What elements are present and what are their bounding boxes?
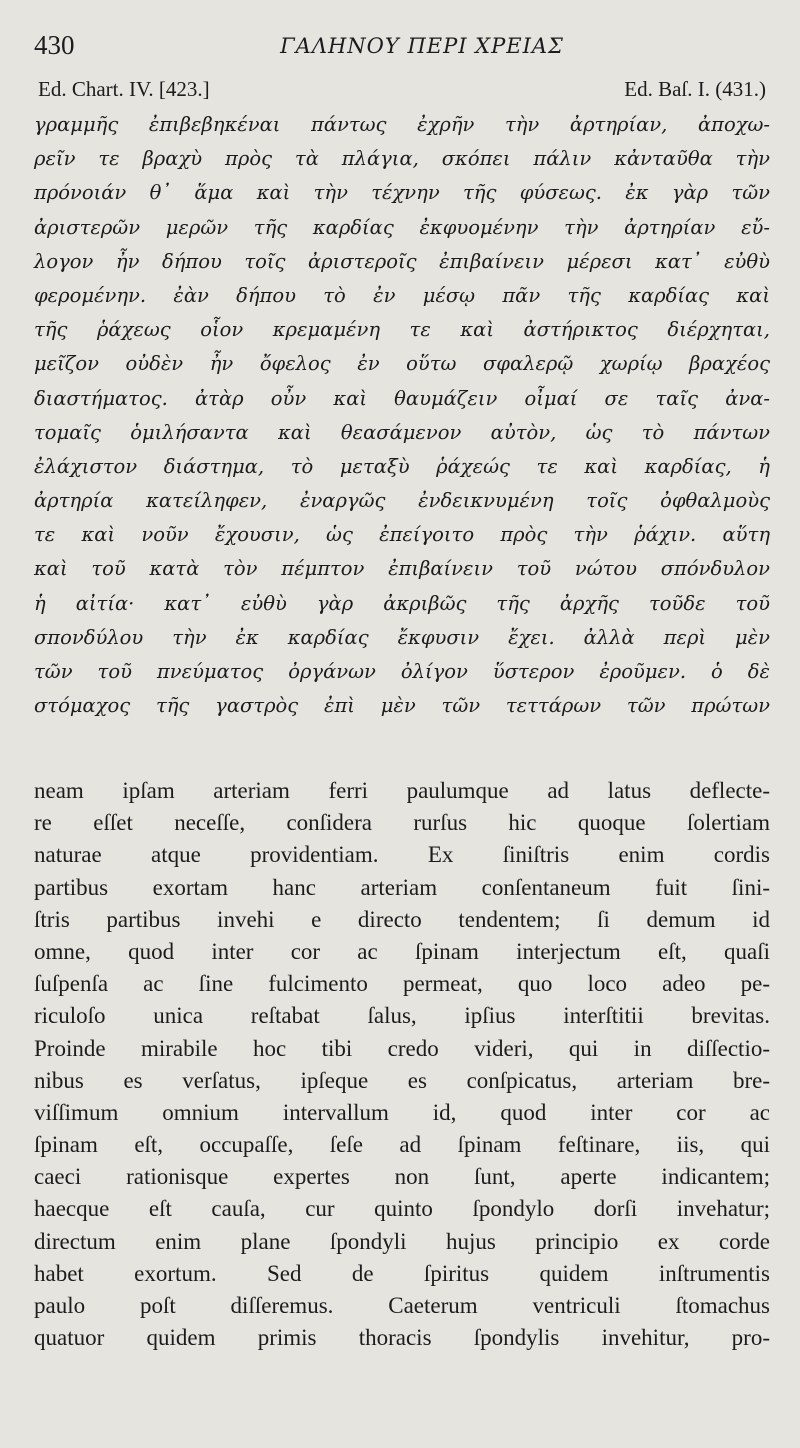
latin-line: nibus es verſatus, ipſeque es conſpicatus, arteriam bre- (34, 1067, 770, 1093)
latin-line: partibus exortam hanc arteriam conſentaneum fuit ſini- (34, 874, 770, 900)
latin-line: ſpinam eſt, occupaſſe, ſeſe ad ſpinam feſtinare, iis, qui (34, 1132, 770, 1158)
greek-line: πρόνοιάν θ᾽ ἅμα καὶ τὴν τέχνην τῆς φύσεως. ἐκ γὰρ τῶν (34, 181, 770, 205)
greek-text-block (34, 108, 770, 723)
latin-line: naturae atque providentiam. Ex ſiniſtris enim cordis (34, 842, 770, 868)
latin-line: riculoſo unica reſtabat ſalus, ipſius interſtitii brevitas. (34, 1003, 770, 1029)
latin-line: caeci rationisque expertes non ſunt, aperte indicantem; (34, 1164, 770, 1190)
greek-line: μεῖζον οὐδὲν ἦν ὄφελος ἐν οὕτω σφαλερῷ χωρίῳ βραχέος (34, 352, 770, 376)
edition-chart-reference: Ed. Chart. IV. [423.] (38, 77, 210, 101)
greek-line: ἀρτηρία κατείληφεν, ἐναργῶς ἐνδεικνυμένη τοῖς ὀφθαλμοὺς (34, 489, 770, 513)
latin-line: directum enim plane ſpondyli hujus principio ex corde (34, 1228, 770, 1254)
edition-basel-reference: Ed. Baſ. I. (431.) (624, 77, 766, 101)
latin-line: omne, quod inter cor ac ſpinam interjectum eſt, quaſi (34, 938, 770, 964)
greek-line: λογον ἦν δήπου τοῖς ἀριστεροῖς ἐπιβαίνειν μέρεσι κατ᾽ εὐθὺ (34, 249, 770, 273)
greek-line: καὶ τοῦ κατὰ τὸν πέμπτον ἐπιβαίνειν τοῦ νώτου σπόνδυλον (34, 557, 770, 581)
latin-line: neam ipſam arteriam ferri paulumque ad latus deflecte- (34, 778, 770, 803)
latin-line: habet exortum. Sed de ſpiritus quidem inſtrumentis (34, 1260, 770, 1286)
latin-line: paulo poſt diſſeremus. Caeterum ventriculi ſtomachus (34, 1293, 770, 1318)
greek-line: τῆς ῥάχεως οἷον κρεμαμένη τε καὶ ἀστήρικτος διέρχηται, (34, 318, 770, 342)
latin-line: re eſſet neceſſe, conſidera rurſus hic quoque ſolertiam (34, 810, 770, 836)
greek-line: τε καὶ νοῦν ἔχουσιν, ὡς ἐπείγοιτο πρὸς τὴν ῥάχιν. αὕτη (34, 523, 770, 547)
page-number: 430 (34, 30, 75, 60)
greek-line: φερομένην. ἐὰν δήπου τὸ ἐν μέσῳ πᾶν τῆς καρδίας καὶ (34, 283, 770, 307)
greek-line: ρεῖν τε βραχὺ πρὸς τὰ πλάγια, σκόπει πάλιν κἀνταῦθα τὴν (34, 147, 770, 171)
latin-line: ſtris partibus invehi e directo tendentem; ſi demum id (34, 906, 770, 932)
greek-line: ἡ αἰτία· κατ᾽ εὐθὺ γὰρ ἀκριβῶς τῆς ἀρχῆς τοῦδε τοῦ (34, 591, 770, 615)
greek-line: τομαῖς ὁμιλήσαντα καὶ θεασάμενον αὐτὸν, ὡς τὸ πάντων (34, 420, 770, 444)
greek-line: στόμαχος τῆς γαστρὸς ἐπὶ μὲν τῶν τεττάρων τῶν πρώτων (34, 694, 770, 718)
greek-line: ἐλάχιστον διάστημα, τὸ μεταξὺ ῥάχεώς τε καὶ καρδίας, ἡ (34, 454, 770, 478)
latin-text-block (34, 775, 770, 1354)
latin-line: Proinde mirabile hoc tibi credo videri, qui in diſſectio- (34, 1035, 770, 1061)
running-head (34, 30, 770, 62)
greek-line: γραμμῆς ἐπιβεβηκέναι πάντως ἐχρῆν τὴν ἀρτηρίαν, ἀποχω- (34, 113, 770, 136)
edition-reference-line (38, 77, 766, 103)
latin-line: haecque eſt cauſa, cur quinto ſpondylo dorſi invehatur; (34, 1196, 770, 1222)
greek-line: ἀριστερῶν μερῶν τῆς καρδίας ἐκφυομένην τὴν ἀρτηρίαν εὔ- (34, 215, 770, 239)
latin-line: viſſimum omnium intervallum id, quod inter cor ac (34, 1099, 770, 1125)
greek-line: διαστήματος. ἀτὰρ οὖν καὶ θαυμάζειν οἶμαί σε ταῖς ἀνα- (34, 386, 770, 410)
greek-line: σπονδύλου τὴν ἐκ καρδίας ἔκφυσιν ἔχει. ἀλλὰ περὶ μὲν (34, 625, 770, 649)
running-title: ΓΑΛΗΝΟΥ ΠΕΡΙ ΧΡΕΙΑΣ (280, 34, 564, 58)
latin-line: ſuſpenſa ac ſine fulcimento permeat, quo loco adeo pe- (34, 971, 770, 997)
latin-line: quatuor quidem primis thoracis ſpondylis invehitur, pro- (34, 1325, 770, 1351)
greek-line: τῶν τοῦ πνεύματος ὀργάνων ὀλίγον ὕστερον ἐροῦμεν. ὁ δὲ (34, 660, 770, 683)
